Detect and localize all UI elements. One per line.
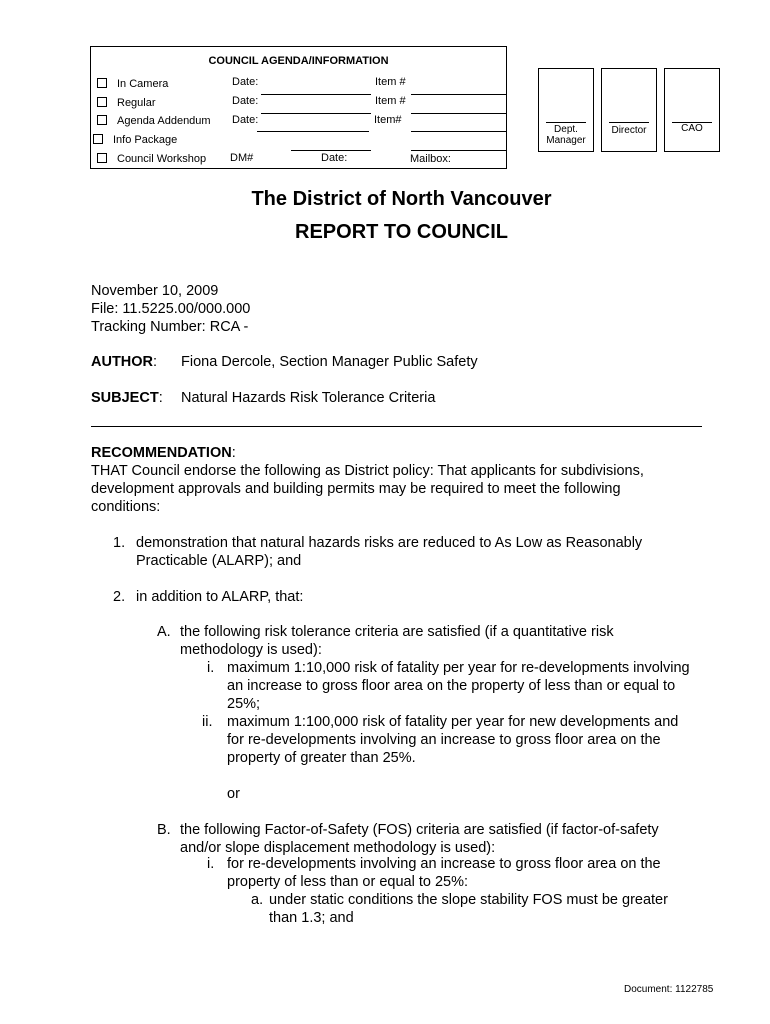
list-item: methodology is used): — [180, 642, 322, 658]
date-label: Date: — [232, 114, 259, 126]
list-item: than 1.3; and — [269, 910, 354, 926]
list-item: demonstration that natural hazards risks are reduced to As Low as Reasonably — [136, 535, 643, 551]
item-label: Item # — [375, 95, 406, 107]
item-label: Item # — [375, 76, 406, 88]
checkbox-regular[interactable]: Regular — [97, 97, 156, 109]
checkbox-agenda-addendum[interactable]: Agenda Addendum — [97, 115, 211, 127]
report-title: REPORT TO COUNCIL — [295, 221, 508, 243]
author-label: AUTHOR: — [91, 354, 158, 370]
date-field[interactable] — [261, 94, 371, 95]
document-number: Document: 1122785 — [624, 984, 714, 995]
org-title: The District of North Vancouver — [251, 188, 552, 210]
list-item: under static conditions the slope stability FOS must be greater — [269, 892, 668, 908]
date-label: Date: — [232, 95, 259, 107]
checkbox-icon — [93, 134, 103, 144]
report-date: November 10, 2009 — [91, 283, 219, 299]
signoff-box-dept-manager[interactable] — [538, 68, 594, 152]
dm-label: DM# — [230, 152, 254, 164]
agenda-title: COUNCIL AGENDA/INFORMATION — [208, 55, 389, 67]
checkbox-icon — [97, 153, 107, 163]
list-letter: B. — [157, 822, 171, 838]
checkbox-icon — [97, 115, 107, 125]
recommendation-intro: conditions: — [91, 499, 161, 515]
signoff-label: Dept. Manager — [546, 124, 586, 146]
item-field[interactable] — [411, 113, 507, 114]
recommendation-intro: development approvals and building permits may be required to meet the following — [91, 481, 621, 497]
list-item: property of greater than 25%. — [227, 750, 416, 766]
divider — [91, 426, 702, 427]
item-field[interactable] — [411, 94, 507, 95]
list-item: the following Factor-of-Safety (FOS) criteria are satisfied (if factor-of-safety — [180, 822, 659, 838]
list-item: maximum 1:10,000 risk of fatality per year for re-developments involving — [227, 660, 690, 676]
recommendation-heading: RECOMMENDATION: — [91, 445, 236, 461]
subject-label: SUBJECT: — [91, 390, 163, 406]
list-item: Practicable (ALARP); and — [136, 553, 302, 569]
list-item: an increase to gross floor area on the property of less than or equal to — [227, 678, 676, 694]
list-item: for re-developments involving an increase to gross floor area on the — [227, 856, 661, 872]
signoff-label: CAO — [681, 123, 703, 134]
list-letter: A. — [157, 624, 171, 640]
list-item: 25%; — [227, 696, 261, 712]
list-letter: a. — [251, 892, 264, 908]
list-item: in addition to ALARP, that: — [136, 589, 304, 605]
list-roman: i. — [207, 856, 215, 872]
checkbox-info-package[interactable]: Info Package — [93, 134, 177, 146]
item-label: Item# — [374, 114, 402, 126]
signoff-box-cao[interactable] — [664, 68, 720, 152]
tracking-number: Tracking Number: RCA - — [91, 319, 249, 335]
file-number: File: 11.5225.00/000.000 — [91, 301, 251, 317]
council-agenda-box — [90, 46, 507, 169]
date-label: Date: — [232, 76, 259, 88]
item-field[interactable] — [411, 131, 507, 132]
checkbox-icon — [97, 78, 107, 88]
subject-value: Natural Hazards Risk Tolerance Criteria — [181, 390, 436, 406]
date-label: Date: — [321, 152, 348, 164]
list-item: for re-developments involving an increase to gross floor area on the — [227, 732, 661, 748]
list-item: and/or slope displacement methodology is used): — [180, 840, 496, 856]
recommendation-intro: THAT Council endorse the following as District policy: That applicants for subdivisions, — [91, 463, 644, 479]
mailbox-label: Mailbox: — [410, 153, 451, 165]
or-separator: or — [227, 786, 240, 802]
blank-line — [411, 150, 507, 151]
date-field[interactable] — [261, 113, 371, 114]
author-value: Fiona Dercole, Section Manager Public Safety — [181, 354, 478, 370]
checkbox-in-camera[interactable]: In Camera — [97, 78, 168, 90]
list-roman: ii. — [202, 714, 213, 730]
checkbox-council-workshop[interactable]: Council Workshop — [97, 153, 206, 165]
blank-line — [291, 150, 371, 151]
signoff-label: Director — [611, 125, 647, 136]
list-number: 1. — [113, 535, 126, 551]
list-item: property of less than or equal to 25%: — [227, 874, 469, 890]
signoff-box-director[interactable] — [601, 68, 657, 152]
list-item: maximum 1:100,000 risk of fatality per year for new developments and — [227, 714, 679, 730]
date-field[interactable] — [257, 131, 369, 132]
list-item: the following risk tolerance criteria are satisfied (if a quantitative risk — [180, 624, 614, 640]
checkbox-icon — [97, 97, 107, 107]
list-roman: i. — [207, 660, 215, 676]
list-number: 2. — [113, 589, 126, 605]
